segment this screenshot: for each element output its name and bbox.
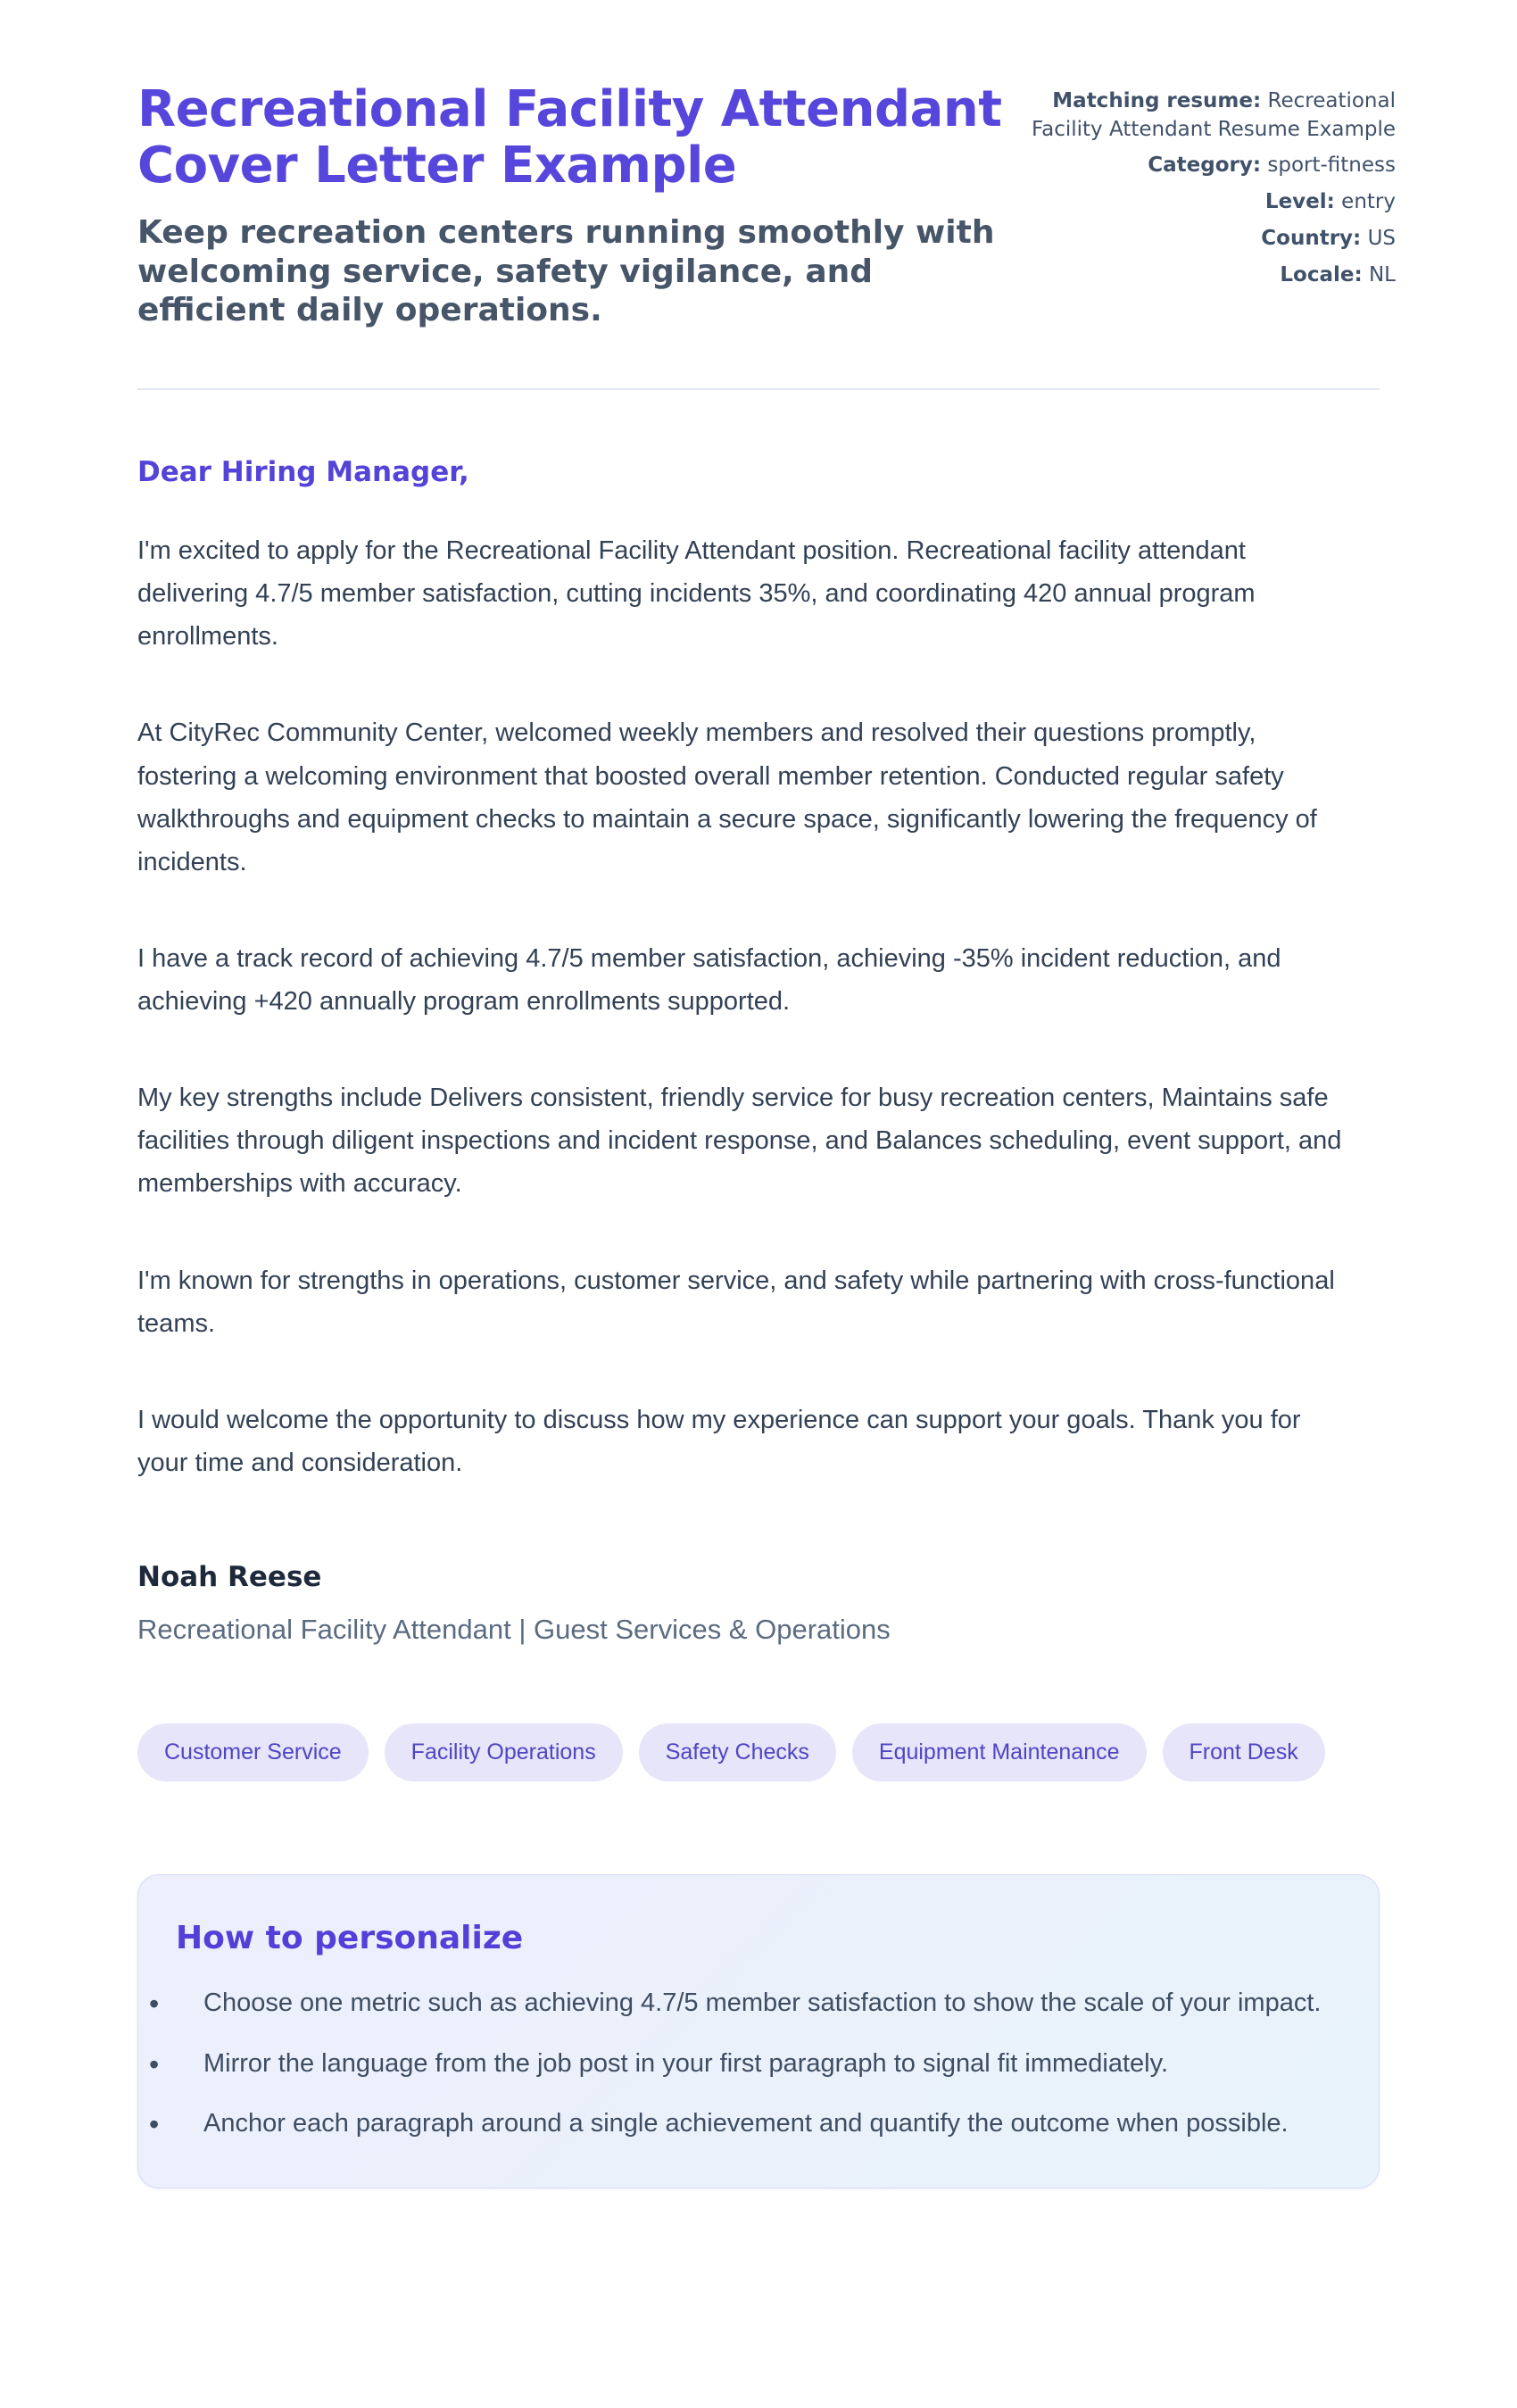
letter-paragraph: I'm excited to apply for the Recreational Facility Attendant position. Recreational facility attendant delivering 4.7/5 member satisfaction, cutting incidents 35%, and coordinating 420 annual program enrollments. — [137, 536, 1256, 652]
meta-category — [1021, 152, 1396, 180]
meta-country — [1021, 225, 1396, 253]
meta-category-label: Category: — [1148, 154, 1262, 178]
meta-country-value: US — [1367, 226, 1396, 250]
meta-locale-value: NL — [1368, 262, 1396, 286]
letter-paragraph: I have a track record of achieving 4.7/5 member satisfaction, achieving -35% incident reduction, and achieving +420 annually program enrollments supported. — [137, 943, 1281, 1016]
letter-signature — [137, 1559, 1380, 1648]
header-meta-block — [1021, 82, 1396, 297]
skill-tags-row — [137, 1723, 1380, 1781]
letter-paragraph: At CityRec Community Center, welcomed weekly members and resolved their questions promptly, fostering a welcoming environment that boosted overall member retention. Conducted regular safety walkthroughs and equipment checks to maintain a secure space, significantly lowering the frequency of incidents. — [137, 718, 1317, 876]
page-title: Recreational Facility Attendant Cover Letter Example — [137, 80, 1002, 195]
skill-tag[interactable]: Customer Service — [137, 1723, 369, 1781]
skill-tag[interactable]: Front Desk — [1163, 1723, 1325, 1781]
meta-matching-resume-label: Matching resume: — [1052, 89, 1262, 112]
signature-title: Recreational Facility Attendant | Guest Services & Operations — [137, 1613, 891, 1645]
tip-item: • Choose one metric such as achieving 4.7/5 member satisfaction to show the scale of your impact. — [149, 1983, 1341, 2024]
meta-matching-resume-value[interactable]: Recreational Facility Attendant Resume Example — [1032, 89, 1396, 141]
page-header — [137, 80, 1396, 329]
letter-paragraphs — [137, 529, 1380, 1484]
signature-name: Noah Reese — [137, 1561, 322, 1593]
skill-tag[interactable]: Equipment Maintenance — [852, 1723, 1147, 1781]
meta-level-label: Level: — [1264, 190, 1335, 214]
header-title-block — [137, 82, 1021, 329]
tips-title: How to personalize — [176, 1919, 524, 1956]
letter-greeting: Dear Hiring Manager, — [137, 456, 469, 488]
meta-locale-label: Locale: — [1280, 262, 1363, 286]
letter-paragraph: My key strengths include Delivers consistent, friendly service for busy recreation centers, Maintains safe facilities through diligent inspections and incident response, and Balances scheduling, event support, and memberships with accuracy. — [137, 1084, 1342, 1199]
meta-matching-resume — [1021, 87, 1396, 144]
page-subtitle: Keep recreation centers running smoothly with welcoming service, safety vigilance, and efficient daily operations. — [137, 214, 995, 328]
meta-level — [1021, 188, 1396, 217]
meta-country-label: Country: — [1261, 226, 1362, 250]
cover-letter-page — [137, 0, 1396, 2274]
letter-body — [137, 456, 1380, 1648]
skill-tag[interactable]: Facility Operations — [385, 1723, 623, 1781]
header-divider — [137, 388, 1380, 390]
tip-item: • Anchor each paragraph around a single achievement and quantify the outcome when possible. — [149, 2104, 1341, 2145]
meta-level-value: entry — [1341, 190, 1396, 214]
letter-paragraph: I would welcome the opportunity to discuss how my experience can support your goals. Thank you for your time and consideration. — [137, 1405, 1301, 1477]
tips-list — [176, 1983, 1341, 2145]
tip-item: • Mirror the language from the job post in your first paragraph to signal fit immediately. — [149, 2044, 1341, 2085]
personalize-tips-box — [137, 1874, 1380, 2188]
letter-paragraph: I'm known for strengths in operations, customer service, and safety while partnering with cross-functional teams. — [137, 1266, 1335, 1338]
skill-tag[interactable]: Safety Checks — [639, 1723, 836, 1781]
meta-category-value: sport-fitness — [1267, 154, 1396, 178]
meta-locale — [1021, 262, 1396, 290]
